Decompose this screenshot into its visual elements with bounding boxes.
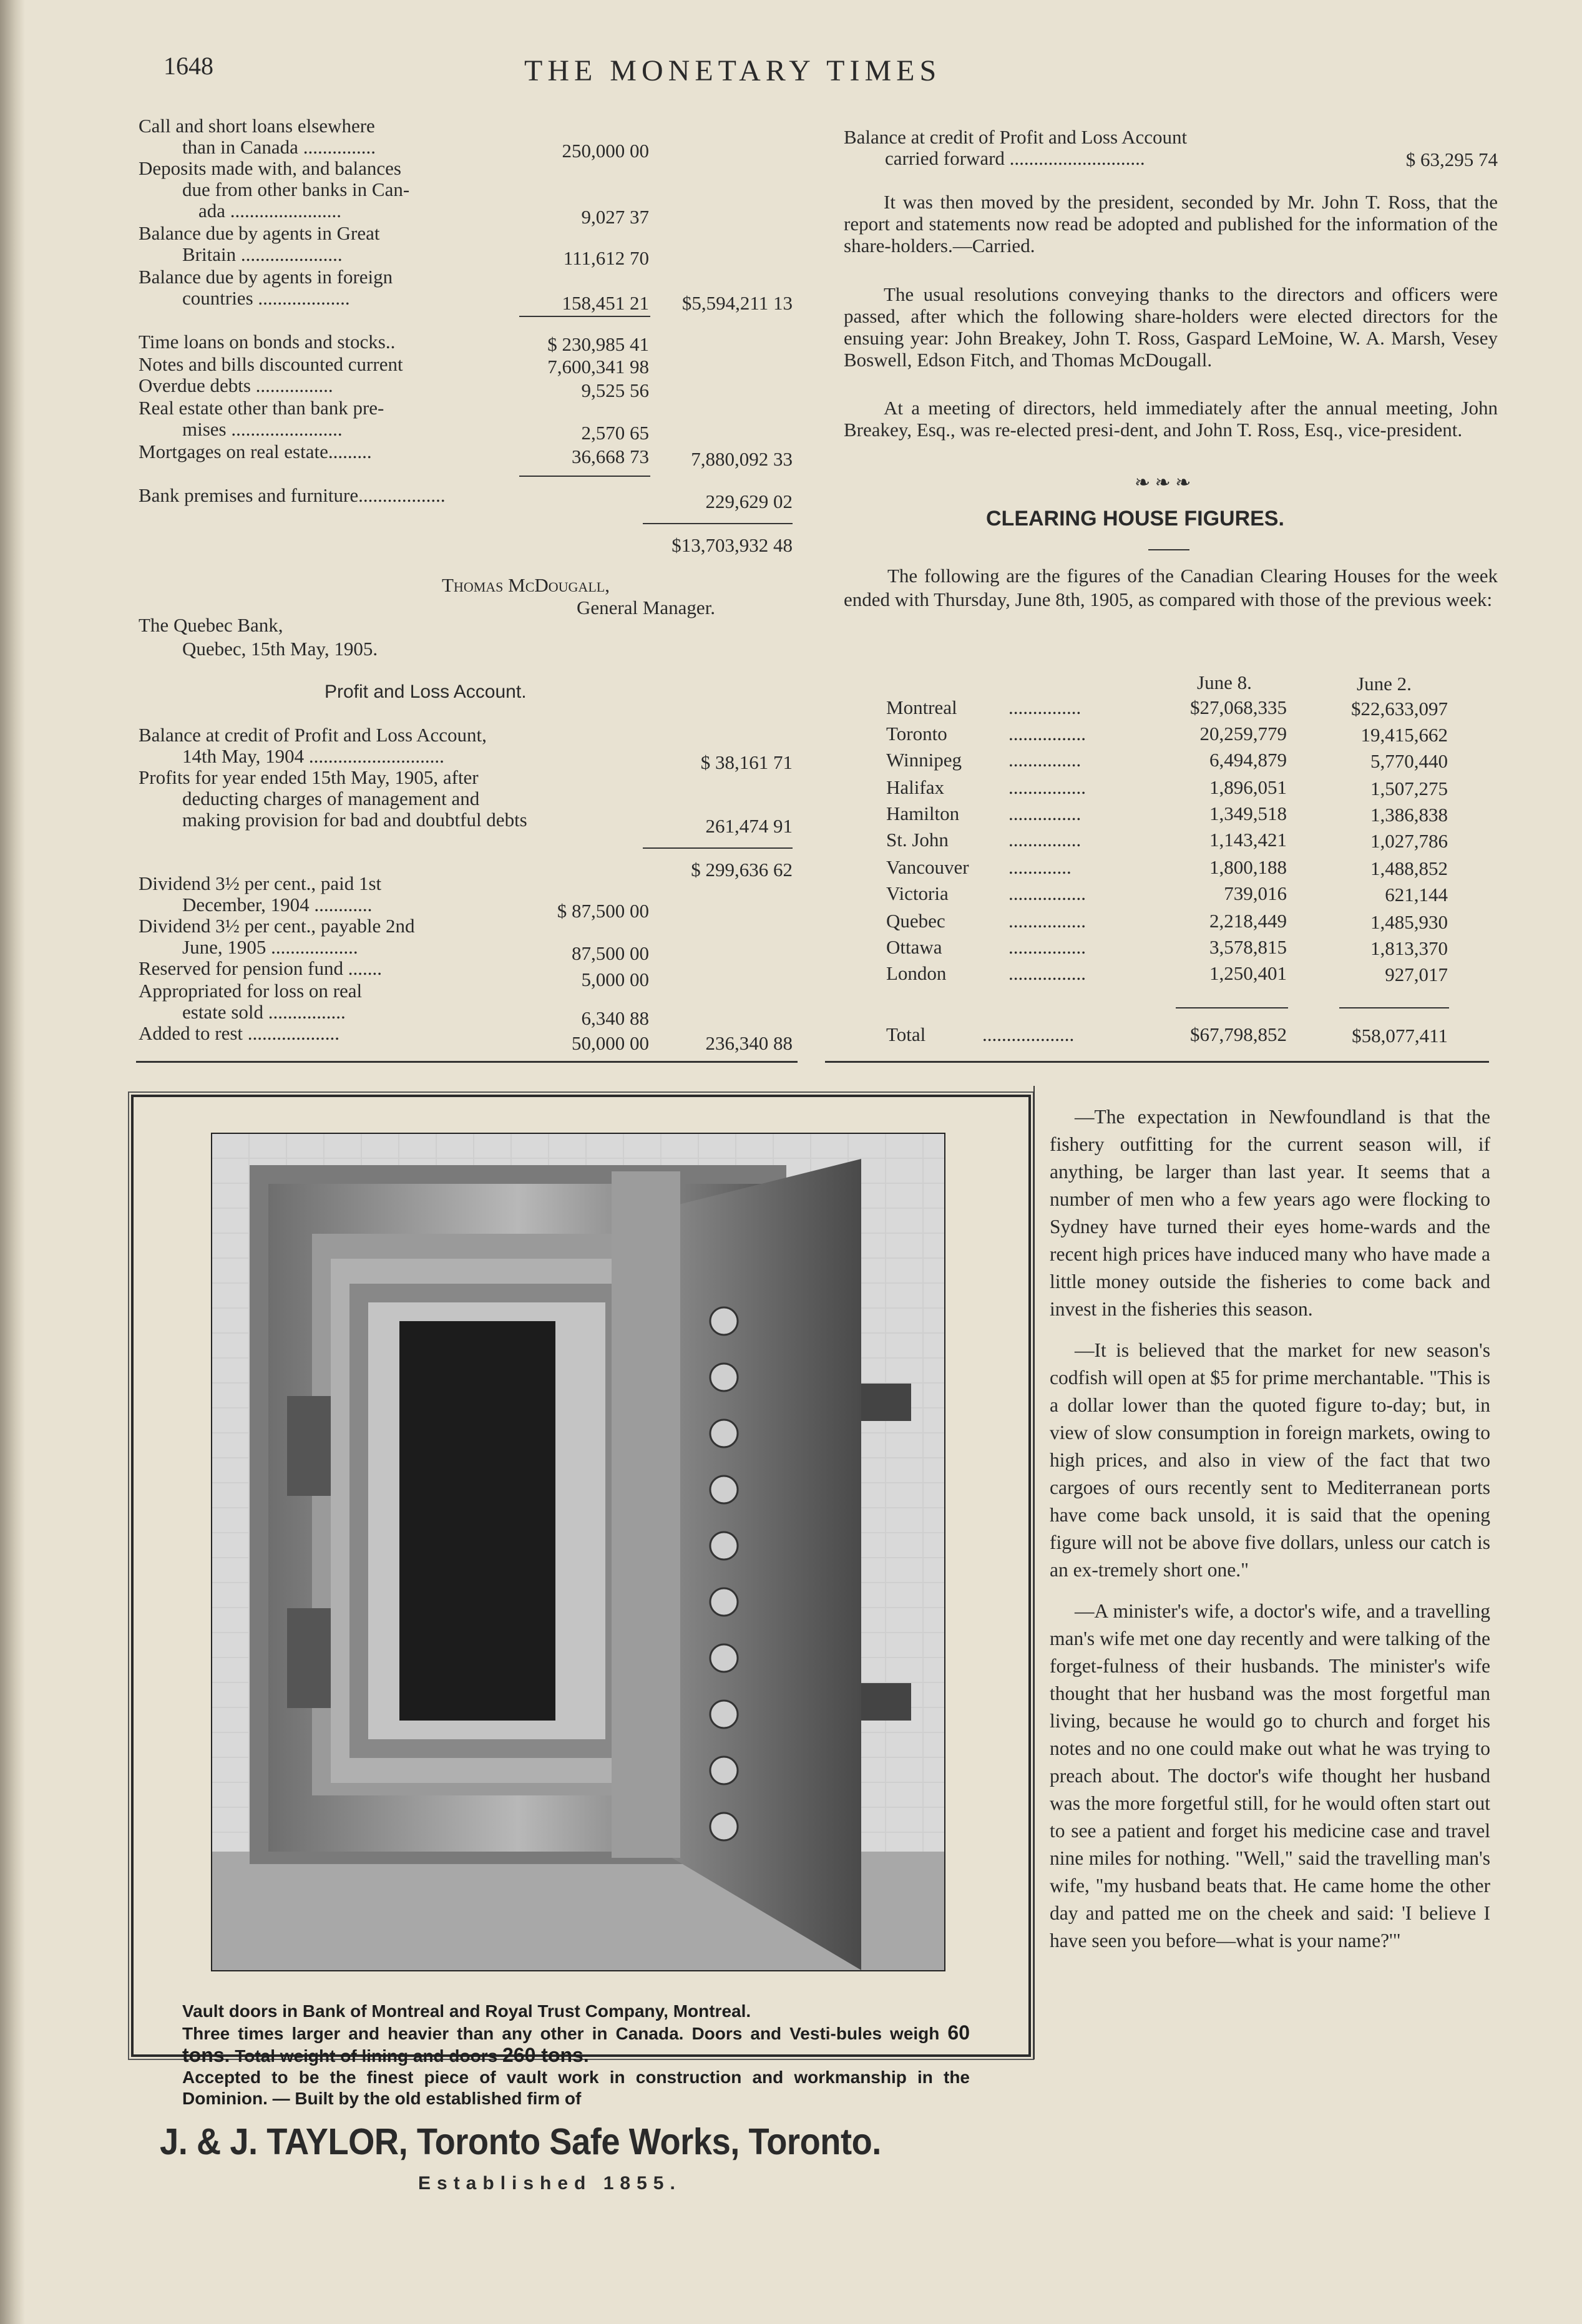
pl-items-total: 236,340 88 [705, 1032, 793, 1054]
asset-amount: 250,000 00 [562, 140, 649, 162]
asset-amount: 158,451 21 [562, 292, 649, 314]
pl-amount: 5,000 00 [581, 969, 649, 990]
clearing-dots: ................ [1008, 723, 1086, 745]
clearing-dots: ............... [1008, 696, 1082, 718]
column-rule [1033, 1086, 1035, 2059]
clearing-june2-value: 621,144 [1385, 884, 1448, 906]
pl-subtotal: $ 299,636 62 [691, 859, 793, 881]
pl-line: Balance at credit of Profit and Loss Account, [139, 724, 487, 746]
asset-line: mises ....................... [182, 418, 343, 440]
carried-line: carried forward ............................ [885, 147, 1145, 169]
clearing-city: Victoria [886, 882, 949, 904]
pl-amount: 261,474 91 [705, 815, 793, 837]
asset-amount: 9,525 56 [581, 379, 649, 401]
clearing-june8-value: 2,218,449 [1209, 910, 1287, 932]
signature-name: Thomas McDougall, [442, 574, 610, 596]
clearing-june2-value: 5,770,440 [1370, 750, 1448, 772]
clearing-city: Quebec [886, 910, 945, 932]
asset-line: Call and short loans elsewhere [139, 115, 375, 137]
asset-amount: 111,612 70 [563, 247, 649, 269]
page-gutter-shadow [0, 0, 25, 2324]
clearing-heading: CLEARING HOUSE FIGURES. [986, 507, 1284, 530]
clearing-dots: ................ [1008, 910, 1086, 932]
clearing-dots: ............... [1008, 803, 1082, 824]
ad-established: Established 1855. [418, 2173, 681, 2194]
asset-amount: 2,570 65 [581, 422, 649, 444]
clearing-city: St. John [886, 829, 949, 851]
caption-weight-doors: 60 tons. [182, 2021, 970, 2066]
clearing-dots: ............. [1008, 856, 1072, 878]
meeting-paragraph: It was then moved by the president, seconded by Mr. John T. Ross, that the report and statements now read be adopted and published for the information of the share-holders.—Carried. [844, 191, 1498, 256]
clearing-june2-value: 1,485,930 [1370, 911, 1448, 933]
asset-line: Balance due by agents in foreign [139, 266, 393, 288]
clearing-june2-value: $22,633,097 [1351, 698, 1448, 720]
rule [643, 523, 793, 524]
clearing-june2-value: 927,017 [1385, 964, 1448, 985]
pl-line: 14th May, 1904 ............................ [182, 745, 444, 767]
clearing-june2-value: 19,415,662 [1360, 724, 1448, 746]
premises-total: 229,629 02 [705, 491, 793, 512]
signature-title: General Manager. [577, 597, 716, 618]
clearing-june8-value: 739,016 [1224, 882, 1287, 904]
clearing-dots: ............... [1008, 829, 1082, 851]
caption-line-1: Vault doors in Bank of Montreal and Royal Trust Company, Montreal. [182, 2001, 751, 2021]
signature-bank: The Quebec Bank, [139, 614, 283, 636]
clearing-city: Vancouver [886, 856, 969, 878]
caption-text: Total weight of lining and doors [230, 2046, 502, 2066]
meeting-paragraph: At a meeting of directors, held immediately after the annual meeting, John Breakey, Esq., was re-elected presi-dent, and John T. Ross, Esq., vice-president. [844, 397, 1498, 441]
page-number: 1648 [164, 52, 213, 80]
clearing-dots: ................ [1008, 776, 1086, 798]
pl-line: Added to rest ................... [139, 1022, 340, 1044]
asset-amount: 7,600,341 98 [547, 356, 649, 378]
asset-line: Notes and bills discounted current [139, 353, 403, 375]
masthead-title: THE MONETARY TIMES [524, 54, 942, 87]
asset-amount: 9,027 37 [581, 206, 649, 228]
section-rule [136, 1061, 798, 1063]
asset-subtotal: 7,880,092 33 [691, 448, 793, 470]
news-item-fishery: —The expectation in Newfoundland is that the fishery outfitting for the current season will, if anything, be larger than last year. It seems that a number of men who a few years ago were flocking to Sydney have turned their eyes home-wards and the recent high prices have induced many who have made a little money outside the fisheries to come back and invest in the fisheries this season. [1050, 1106, 1490, 1320]
rule [519, 316, 650, 317]
pl-amount: 6,340 88 [581, 1007, 649, 1029]
meeting-paragraph: The usual resolutions conveying thanks to the directors and officers were passed, after which the following share-holders were elected directors for the ensuing year: John Breakey, John T. Ross, Gaspard LeMoine, W. A. Marsh, Vesey Boswell, Edson Fitch, and Thomas McDougall. [844, 283, 1498, 371]
pl-line: Reserved for pension fund ....... [139, 957, 382, 979]
asset-subtotal: $5,594,211 13 [681, 292, 793, 314]
vault-door-photo [211, 1133, 945, 1971]
clearing-june8-value: 1,143,421 [1209, 829, 1287, 851]
clearing-june8-value: 1,896,051 [1209, 776, 1287, 798]
pl-heading: Profit and Loss Account. [325, 681, 527, 702]
clearing-city: Halifax [886, 776, 944, 798]
caption-line-2 [182, 2022, 970, 2067]
clearing-june2-value: 1,813,370 [1370, 937, 1448, 959]
pl-amount: 87,500 00 [572, 942, 649, 964]
premises-label: Bank premises and furniture.................. [139, 484, 446, 506]
carried-line: Balance at credit of Profit and Loss Account [844, 126, 1188, 148]
pl-line: estate sold ................ [182, 1001, 346, 1023]
asset-amount: $ 230,985 41 [547, 333, 649, 355]
clearing-city: Winnipeg [886, 749, 962, 771]
pl-line: June, 1905 .................. [182, 936, 358, 958]
clearing-june8-value: 6,494,879 [1209, 749, 1287, 771]
pl-line: Profits for year ended 15th May, 1905, after [139, 766, 479, 788]
rule [1176, 1007, 1288, 1008]
total-dots: ................... [982, 1023, 1075, 1045]
pl-amount: $ 38,161 71 [700, 751, 793, 773]
rule [519, 476, 650, 477]
asset-line: Balance due by agents in Great [139, 222, 380, 244]
rule [643, 847, 793, 849]
ad-caption [182, 2001, 970, 2109]
pl-amount: $ 87,500 00 [557, 900, 649, 922]
vault-illustration [212, 1134, 944, 1970]
asset-line: Real estate other than bank pre- [139, 397, 384, 419]
clearing-june2-value: 1,386,838 [1370, 804, 1448, 826]
pl-line: Dividend 3½ per cent., payable 2nd [139, 915, 415, 937]
section-rule [825, 1061, 1489, 1063]
ornament: ❧ ❧ ❧ [1135, 472, 1191, 493]
clearing-dots: ................ [1008, 936, 1086, 958]
asset-line: Mortgages on real estate......... [139, 441, 372, 462]
clearing-june8-value: 1,800,188 [1209, 856, 1287, 878]
column-header-june2: June 2. [1357, 673, 1412, 695]
pl-line: December, 1904 ............ [182, 894, 373, 915]
total-june2: $58,077,411 [1352, 1025, 1448, 1047]
clearing-june8-value: 1,250,401 [1209, 962, 1287, 984]
asset-line: Britain ..................... [182, 243, 343, 265]
carried-amount: $ 63,295 74 [1405, 149, 1498, 170]
asset-line: countries ................... [182, 287, 350, 309]
asset-line: Time loans on bonds and stocks.. [139, 331, 396, 353]
asset-line: ada ....................... [198, 200, 342, 222]
assets-grand-total: $13,703,932 48 [671, 534, 793, 556]
caption-text: Three times larger and heavier than any other in Canada. Doors and Vesti-bules weigh [182, 2024, 948, 2043]
pl-amount: 50,000 00 [572, 1032, 649, 1054]
clearing-dots: ................ [1008, 882, 1086, 904]
asset-line: Overdue debts ................ [139, 374, 333, 396]
pl-line: deducting charges of management and [182, 788, 480, 809]
clearing-city: Toronto [886, 723, 947, 745]
clearing-june8-value: 1,349,518 [1209, 803, 1287, 824]
pl-line: Appropriated for loss on real [139, 980, 363, 1002]
news-column [1050, 1103, 1490, 1968]
clearing-intro: The following are the figures of the Canadian Clearing Houses for the week ended with Thursday, June 8th, 1905, as compared with those of the previous week: [844, 565, 1498, 610]
ad-firm-name: J. & J. TAYLOR, Toronto Safe Works, Toronto. [160, 2121, 881, 2162]
total-label: Total [886, 1023, 926, 1045]
clearing-city: Hamilton [886, 803, 960, 824]
column-header-june8: June 8. [1197, 671, 1252, 693]
clearing-city: London [886, 962, 947, 984]
clearing-june2-value: 1,488,852 [1370, 857, 1448, 879]
clearing-june8-value: $27,068,335 [1190, 696, 1287, 718]
asset-line: Deposits made with, and balances [139, 157, 401, 179]
caption-weight-total: 260 tons. [502, 2044, 589, 2066]
news-item-codfish: —It is believed that the market for new season's codfish will open at $5 for prime merchantable. "This is a dollar lower than the quoted figure to-day; but, in view of slow consumption in foreign markets, owing to high prices, and also in view of the fact that two cargoes of ours recently sent to Mediterranean ports have come back unsold, it is said that the opening figure will not be above five dollars, unless our catch is an ex-tremely short one." [1050, 1339, 1490, 1581]
caption-line-3: Accepted to be the finest piece of vault work in construction and workmanship in the Dominion. — Built by the old established firm of [182, 2068, 970, 2108]
rule [1339, 1007, 1449, 1008]
total-june8: $67,798,852 [1190, 1023, 1287, 1045]
pl-line: Dividend 3½ per cent., paid 1st [139, 872, 382, 894]
asset-amount: 36,668 73 [572, 446, 649, 467]
asset-line: due from other banks in Can- [182, 178, 410, 200]
clearing-city: Montreal [886, 696, 957, 718]
rule [1148, 549, 1189, 550]
news-item-anecdote: —A minister's wife, a doctor's wife, and a travelling man's wife met one day recently and were talking of the forget-fulness of their husbands. The minister's wife thought that her husband was the most forgetful man living, because he would go to church and forget his notes and no one could make out what he was trying to preach about. The doctor's wife thought her husband was the more forgetful still, for he would often start out to see a patient and forget his medicine case and travel nine miles for nothing. "Well," said the travelling man's wife, "my husband beats that. He came home the other day and patted me on the cheek and said: 'I believe I have seen you before—what is your name?'" [1050, 1600, 1490, 1951]
clearing-dots: ............... [1008, 749, 1082, 771]
clearing-june8-value: 20,259,779 [1199, 723, 1287, 745]
clearing-june8-value: 3,578,815 [1209, 936, 1287, 958]
clearing-dots: ................ [1008, 962, 1086, 984]
signature-place-date: Quebec, 15th May, 1905. [182, 638, 378, 660]
clearing-june2-value: 1,027,786 [1370, 830, 1448, 852]
clearing-city: Ottawa [886, 936, 942, 958]
asset-line: than in Canada ............... [182, 136, 376, 158]
pl-line: making provision for bad and doubtful debts [182, 809, 527, 831]
clearing-june2-value: 1,507,275 [1370, 778, 1448, 799]
